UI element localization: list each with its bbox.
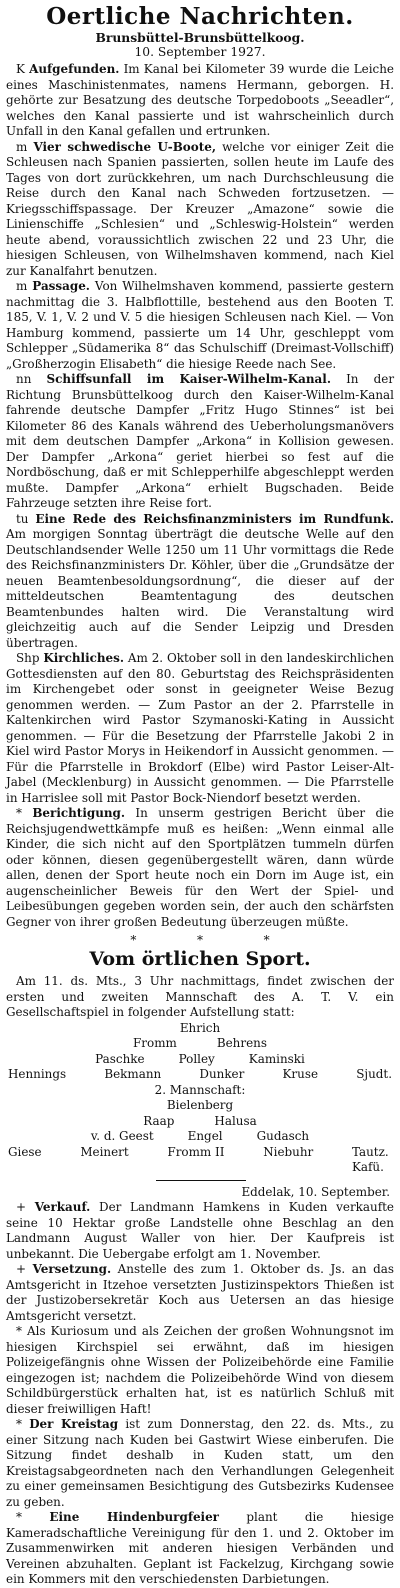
news-article bbox=[6, 806, 394, 930]
eddelak-articles bbox=[6, 1200, 394, 1588]
divider-star: * bbox=[196, 933, 203, 947]
news-article bbox=[6, 651, 394, 806]
news-article bbox=[6, 372, 394, 512]
article-body: plant die hiesige Kameradschaftliche Vereinigung für den 1. und 2. Oktober im Zusammenwirken mit anderen hiesigen Verbänden und Vereinen abzuhalten. Geplant ist Fackelzug, Kirchgang sowie ein Kommers mit den verschiedensten Darbietungen. bbox=[6, 1510, 394, 1586]
player: Fromm bbox=[133, 1036, 177, 1050]
article-heading: Verkauf. bbox=[34, 1200, 91, 1214]
article-tag: * bbox=[16, 806, 22, 820]
page-title: Oertliche Nachrichten. bbox=[46, 3, 354, 30]
section-divider bbox=[100, 934, 300, 946]
news-article bbox=[6, 1510, 394, 1588]
news-article bbox=[6, 62, 394, 140]
player: Gudasch bbox=[256, 1129, 310, 1143]
player: Niebuhr bbox=[263, 1144, 314, 1159]
player: Fromm II bbox=[167, 1144, 225, 1159]
article-tag: K bbox=[16, 62, 25, 76]
article-body: Am morgigen Sonntag überträgt die deutsche Welle auf den Deutschlandsender Welle 1250 um 11 Uhr vormittags die Rede des Reichsfinanzministers Dr. Köhler, über die „Grundsätze der neuen Beamtenbesoldungsordnung“, die dieser auf der mitteldeutschen Beamtentagung des deutschen Beamtenbundes halten wird. Die Veranstaltung wird gleichzeitig auch auf die Sender Leipzig und Dresden übertragen. bbox=[6, 527, 394, 650]
place-heading: Brunsbüttel-Brunsbüttelkoog. bbox=[95, 30, 305, 45]
article-body: Als Kuriosum und als Zeichen der großen Wohnungsnot im hiesigen Kirchspiel sei erwähnt, daß im hiesigen Polizeigefängnis ohne Wissen der Polizeibehörde eine Familie eingezogen ist; nachdem die Polizeibehörde Wind von diesem Schildbürgerstück erhalten hat, ist es natürlich Schluß mit dieser freiwilligen Haft! bbox=[6, 1324, 394, 1416]
article-tag: * bbox=[16, 1324, 22, 1338]
news-article bbox=[6, 1262, 394, 1324]
article-body: In der Richtung Brunsbüttelkoog durch den Kaiser-Wilhelm-Kanal fahrende deutsche Dampfer „Fritz Hugo Stinnes“ ist bei Kilometer 86 des Kanals während des Ueberholungsmanövers mit dem deutschen Dampfer „Arkona“ in Kollision gewesen. Der Dampfer „Arkona“ geriet hierbei so fest auf die Nordböschung, daß er mit Schlepperhilfe abgeschleppt werden mußte. Dampfer „Arkona“ erhielt Bugschaden. Beide Fahrzeuge setzten ihre Reise fort. bbox=[6, 372, 395, 510]
news-article bbox=[6, 1324, 394, 1417]
player: Halusa bbox=[214, 1113, 257, 1128]
article-body: ist zum Donnerstag, den 22. ds. Mts., zu einer Sitzung nach Kuden bei Gastwirt Wiese einberufen. Die Sitzung findet deshalb in Kuden statt, um den Kreistagsabgeordneten nach den Verhandlungen Gelegenheit zu einer gemeinsamen Besichtigung des Gutsbezirks Kudensee zu geben. bbox=[6, 1417, 394, 1509]
divider-star: * bbox=[263, 933, 270, 947]
team1-lineup bbox=[6, 1021, 394, 1176]
article-tag: + bbox=[16, 1200, 27, 1214]
article-tag: m bbox=[16, 139, 28, 154]
player: Polley bbox=[178, 1051, 215, 1066]
player: Kaminski bbox=[248, 1051, 305, 1066]
article-heading: Aufgefunden. bbox=[29, 62, 120, 76]
article-tag: * bbox=[16, 1417, 22, 1431]
article-body: Von Wilhelmshaven kommend, passierte gestern nachmittag die 3. Halbflottille, bestehend aus den Booten T. 185, V. 1, V. 2 und V. 5 die hiesigen Schleusen nach Kiel. — Von Hamburg kommend, passierte um 14 Uhr, geschleppt vom Schlepper „Südamerika 8“ das Schulschiff (Dreimast-Vollschiff) „Großherzogin Elisabeth“ die hiesige Reede nach See. bbox=[6, 279, 395, 371]
article-tag: Shp bbox=[16, 651, 40, 665]
article-heading: Der Kreistag bbox=[29, 1417, 119, 1431]
article-tag: * bbox=[16, 1510, 22, 1524]
sport-intro: Am 11. ds. Mts., 3 Uhr nachmittags, findet zwischen der ersten und zweiten Mannschaft des A. T. V. ein Gesellschaftspiel in folgender Aufstellung statt: bbox=[6, 974, 394, 1019]
player: Behrens bbox=[216, 1036, 267, 1050]
news-article bbox=[6, 279, 394, 372]
article-heading: Passage. bbox=[32, 279, 90, 293]
section-rule bbox=[156, 1180, 246, 1181]
article-heading: Vier schwedische U-Boote, bbox=[33, 139, 216, 154]
sport-section-title: Vom örtlichen Sport. bbox=[89, 948, 311, 970]
article-tag: + bbox=[16, 1262, 27, 1276]
team2-label: 2. Mannschaft: bbox=[154, 1082, 246, 1097]
article-heading: Eine Hindenburgfeier bbox=[49, 1510, 219, 1524]
article-tag: nn bbox=[16, 372, 32, 386]
news-article bbox=[6, 140, 394, 280]
player: Sjudt. bbox=[356, 1067, 392, 1081]
article-heading: Kirchliches. bbox=[43, 651, 125, 665]
player: Engel bbox=[187, 1129, 223, 1143]
local-news-articles bbox=[6, 62, 394, 930]
eddelak-dateline: Eddelak, 10. September. bbox=[241, 1184, 390, 1199]
article-body: welche vor einiger Zeit die Schleusen nach Spanien passierten, sollen heute im Laufe des Tages von dort zurückkehren, um nach Durchschleusung die Reise durch den Kanal nach Schweden fortzusetzen. — Kriegsschiffspassage. Der Kreuzer „Amazone“ sowie die Linienschiffe „Schlesien“ und „Schleswig-Holstein“ werden heute abend, voraussichtlich zwischen 22 und 23 Uhr, die hiesigen Schleusen, von Wilhelmshaven kommend, nach Kiel zur Kanalfahrt benutzen. bbox=[6, 139, 394, 278]
player: Ehrich bbox=[179, 1020, 221, 1035]
article-heading: Berichtigung. bbox=[32, 806, 126, 820]
article-body: Im Kanal bei Kilometer 39 wurde die Leiche eines Maschinistenmates, namens Hermann, geborgen. H. gehörte zur Besatzung des deutsche Torpedoboots „Seeadler“, welches den Kanal passierte und ist wahrscheinlich durch Unfall in den Kanal gefallen und ertrunken. bbox=[6, 62, 394, 138]
divider-star: * bbox=[130, 933, 137, 947]
player: Paschke bbox=[95, 1051, 145, 1066]
player: Tautz. Kafü. bbox=[351, 1144, 389, 1174]
article-body: Am 2. Oktober soll in den landeskirchlichen Gottesdiensten auf den 80. Geburtstag des Reichspräsidenten im Kirchengebet oder sonst in geeigneter Weise Bezug genommen werden. — Zum Pastor an der 2. Pfarrstelle in Kaltenkirchen wird Pastor Szymanoski-Kating in Aussicht genommen. — Für die Besetzung der Pfarrstelle Jakobi 2 in Kiel wird Pastor Morys in Heikendorf in Aussicht genommen. — Für die Pfarrstelle in Brokdorf (Elbe) wird Pastor Leiser-Alt-Jabel (Mecklenburg) in Aussicht genommen. — Die Pfarrstelle in Harrislee soll mit Pastor Bock-Niendorf besetzt werden. bbox=[6, 651, 395, 805]
article-heading: Eine Rede des Reichsfinanzministers im Rundfunk. bbox=[35, 511, 395, 526]
news-article bbox=[6, 1200, 394, 1262]
article-heading: Schiffsunfall im Kaiser-Wilhelm-Kanal. bbox=[46, 372, 331, 386]
player: Giese bbox=[8, 1144, 42, 1159]
player: Kruse bbox=[282, 1067, 319, 1081]
article-tag: m bbox=[16, 279, 28, 293]
article-body: Der Landmann Hamkens in Kuden verkaufte seine 10 Hektar große Landstelle ohne Beschlag an den Landmann August Waller von hier. Der Kaufpreis ist unbekannt. Die Uebergabe erfolgt am 1. November. bbox=[6, 1200, 394, 1261]
news-article bbox=[6, 1417, 394, 1510]
news-article bbox=[6, 512, 394, 652]
player: Bekmann bbox=[104, 1067, 162, 1081]
player: v. d. Geest bbox=[90, 1129, 154, 1143]
player: Hennings bbox=[8, 1067, 67, 1081]
date-line: 10. September 1927. bbox=[134, 45, 266, 59]
article-tag: tu bbox=[16, 511, 29, 526]
player: Raap bbox=[143, 1113, 175, 1128]
player: Meinert bbox=[80, 1144, 129, 1159]
article-heading: Versetzung. bbox=[32, 1262, 112, 1276]
player: Bielenberg bbox=[166, 1098, 234, 1112]
article-body: In unserm gestrigen Bericht über die Reichsjugendwettkämpfe muß es heißen: „Wenn einmal alle Kinder, die sich nicht auf den Sportplätzen tummeln dürfen oder können, diesen gegenübergestellt wären, dann würde allen, denen der Sport heute noch ein Dorn im Auge ist, ein augenscheinlicher Beweis für den Wert der Spiel- und Leibesübungen gegeben worden sein, der auch den schärfsten Gegner von ihrer großen Bedeutung überzeugen müßte. bbox=[6, 806, 394, 929]
player: Dunker bbox=[199, 1067, 245, 1081]
article-body: Anstelle des zum 1. Oktober ds. Js. an das Amtsgericht in Itzehoe versetzten Justizinspektors Thießen ist der Justizobersekretär Koch aus Uetersen an das hiesige Amtsgericht versetzt. bbox=[6, 1262, 395, 1323]
